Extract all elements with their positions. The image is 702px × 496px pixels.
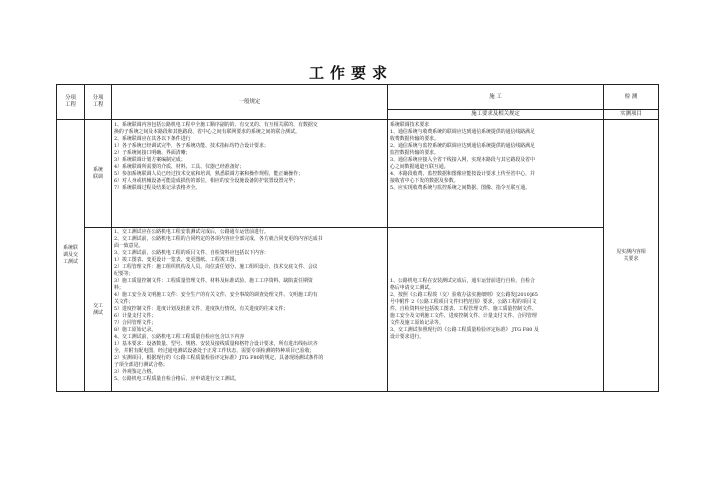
project-name-line: 工测试	[63, 259, 78, 265]
text-line: 全，并附有配电图，经过通电测试设备处于正常工作状态，需要专项检测的特种项目已验收；	[114, 348, 315, 354]
header-sub-project-line: 工程	[65, 102, 76, 108]
text-line: 子项全部进行测试合格；	[114, 362, 168, 368]
text-line: 5）进度控制文件：进度计划及批准文件，进度执行情况，有关进度的往来文件；	[114, 306, 289, 312]
text-line: 6）对人身或机械设备可能造成损伤的部位，相应的安全设施设备防护装置设置完毕；	[114, 178, 299, 184]
text-line: 设计要求进行。	[390, 334, 425, 340]
header-sub-item	[85, 85, 112, 120]
text-line: 心之间数据通道互联互通。	[390, 164, 449, 170]
page-title: 工作要求	[308, 64, 393, 82]
inspection-line: 见实测内容相	[616, 248, 646, 255]
item-system-joint-debug	[85, 120, 112, 228]
text-line: 4、本路段收费、监控数据和图像应能按设计要求上传至省中心，并	[390, 171, 535, 177]
text-line: 面一致意见。	[114, 243, 144, 249]
row2-general-rules	[112, 228, 388, 392]
text-line: 1）各子系统已经调试完毕，各子系统功能、技术指标均符合设计要求；	[114, 143, 269, 149]
text-line: 1、交工测试应在公路机电工程安装测试完成后，公路通车运营前进行。	[114, 229, 269, 235]
header-sub-project-line: 分项	[65, 95, 76, 101]
text-line: 8）施工原始记录。	[114, 327, 157, 333]
text-line: 2、按照《公路工程竣（交）验收办法实施细则》交公路发[2010]65	[390, 292, 538, 298]
text-line: 1、系统联调内容包括公路机电工程中全施工顺序副的的、有交叉的、有互相关联的、有数据交	[114, 122, 318, 128]
text-line: 料；	[114, 285, 124, 291]
text-line: 4、交工测试前，公路机电工程工程质量自检应包含以下内容	[114, 334, 245, 340]
project-name	[57, 120, 85, 392]
text-line: 4）施工安全及文明施工文件：安全生产的有关文件、安全事故的调查处理文件、文明施工的有	[114, 292, 318, 298]
text-line: 号中附件 2《公路工程项目文件归档范围》要求，公路工程的项目文	[390, 299, 537, 305]
text-line: 5）参加系统联调人员已经过技术交底和培训，熟悉联调方案和操作规程，能正确操作；	[114, 171, 303, 177]
text-line: 3、交工测试参照现行的《公路工程质量检验评定标准》 JTG F80 及	[390, 327, 539, 333]
text-line: 1）基本要求：设备数量、型号、规格、安装及接线质量和格符合设计要求，所有进出线标识齐	[114, 341, 318, 347]
project-name-line: 系统联	[63, 245, 78, 251]
text-line: 7）系统联调过程及结果记录表格齐全。	[114, 185, 201, 191]
header-construction: 施 工	[388, 85, 604, 110]
row2-construction-requirements	[388, 228, 604, 392]
text-line: 纪要等；	[114, 271, 134, 277]
item-line: 测试	[93, 309, 103, 316]
text-line: 施工安全及文明施工文件、进度控制文件、计量支付文件、合同管理	[390, 313, 537, 319]
text-line: 监控数据传输的要求。	[390, 150, 439, 156]
text-line: 3）外观鉴定合格。	[114, 369, 157, 375]
text-line: 7）合同管理文件；	[114, 320, 157, 326]
text-line: 1、公路机电工程在安装测试完成后，通车运营前进行自检，自检合	[390, 278, 535, 284]
text-line: 5、公路机电工程质量自检合格后，应申请进行交工测试。	[114, 376, 240, 382]
text-line: 2、系统联调应在其各以下条件进行	[114, 136, 191, 142]
text-line: 3）系统联调计划方案编制完成；	[114, 157, 186, 163]
text-line: 2）实测项目，根据现行的《公路工程质量检验评定标准》JTG F80的规定，具备现场测试条件的	[114, 355, 324, 361]
text-line: 1、通信系统与收费系统的联调应达到通信系统提供的通信线路满足	[390, 129, 535, 135]
inspection-items	[604, 120, 659, 392]
text-line: 1）竣工图表、变更设计一览表、变更图纸、工程竣工图；	[114, 257, 240, 263]
text-line: 接收省中心下发的数据及参数。	[390, 178, 459, 184]
text-line: 2、交工测试前，公路机电工程的合同约定的各项内容应全部完成，各方就合同变更的内容达成书	[114, 236, 323, 242]
row1-construction-requirements	[388, 120, 604, 228]
text-line: 2）子系统间接口明确、界面清晰；	[114, 150, 191, 156]
header-sub-project	[57, 85, 85, 120]
row1-general-rules	[112, 120, 388, 228]
header-inspection: 检 测	[604, 85, 659, 110]
item-line: 交工	[93, 302, 103, 309]
text-line: 件、自检资料应包括竣工图表、工程管理文件、施工质量控制文件、	[390, 306, 537, 312]
text-line: 4）系统联调所需要的介质、材料、工具、仪器已经准备好；	[114, 164, 245, 170]
text-line: 格后申请交工测试。	[390, 285, 435, 291]
text-line: 关文件；	[114, 299, 134, 305]
text-line: 2）工程管理文件：施工组织机构及人员、岗位责任划分、施工组织设计、技术交底文件、会议	[114, 264, 318, 270]
text-line: 3、交工测试前，公路机电工程的项目文件、自检资料应包括以下内容：	[114, 250, 269, 256]
project-name-line: 调及交	[63, 252, 78, 258]
text-line: 6）计量支付文件；	[114, 313, 157, 319]
text-line: 系统联调技术要求	[390, 122, 430, 128]
header-general: 一般规定	[112, 85, 388, 120]
inspection-line: 关要求	[623, 255, 639, 262]
item-line: 系统	[93, 166, 103, 173]
item-line: 联调	[93, 173, 103, 180]
item-handover-test	[85, 228, 112, 392]
text-line: 文件及施工原始记录等。	[390, 320, 444, 326]
text-line: 3、通信系统应接入全省干线接入网，实现本路段与其它路段及省中	[390, 157, 535, 163]
header-inspection-sub: 实测项目	[604, 110, 659, 120]
text-line: 收费数据传输的要求。	[390, 136, 439, 142]
text-line: 2、通信系统与监控系统的联调应达到通信系统提供的通信线路满足	[390, 143, 535, 149]
header-construction-sub: 施工要求及相关规定	[388, 110, 604, 120]
text-line: 5、应实现收费系统与监控系统之间数据、图像、指令互联互通。	[390, 185, 531, 191]
header-sub-item-line: 分项	[92, 95, 104, 101]
text-line: 3）施工质量控制文件：工程质量管理文件、材料及标准试验、施工工序资料、缺陷责任期资	[114, 278, 313, 284]
text-line: 换的子系统之间及本路段和其他路段、省中心之间有联网要求的系统之间的联合测试。	[114, 129, 300, 135]
work-requirements-table	[56, 84, 659, 392]
header-sub-item-line: 工程	[92, 102, 104, 108]
